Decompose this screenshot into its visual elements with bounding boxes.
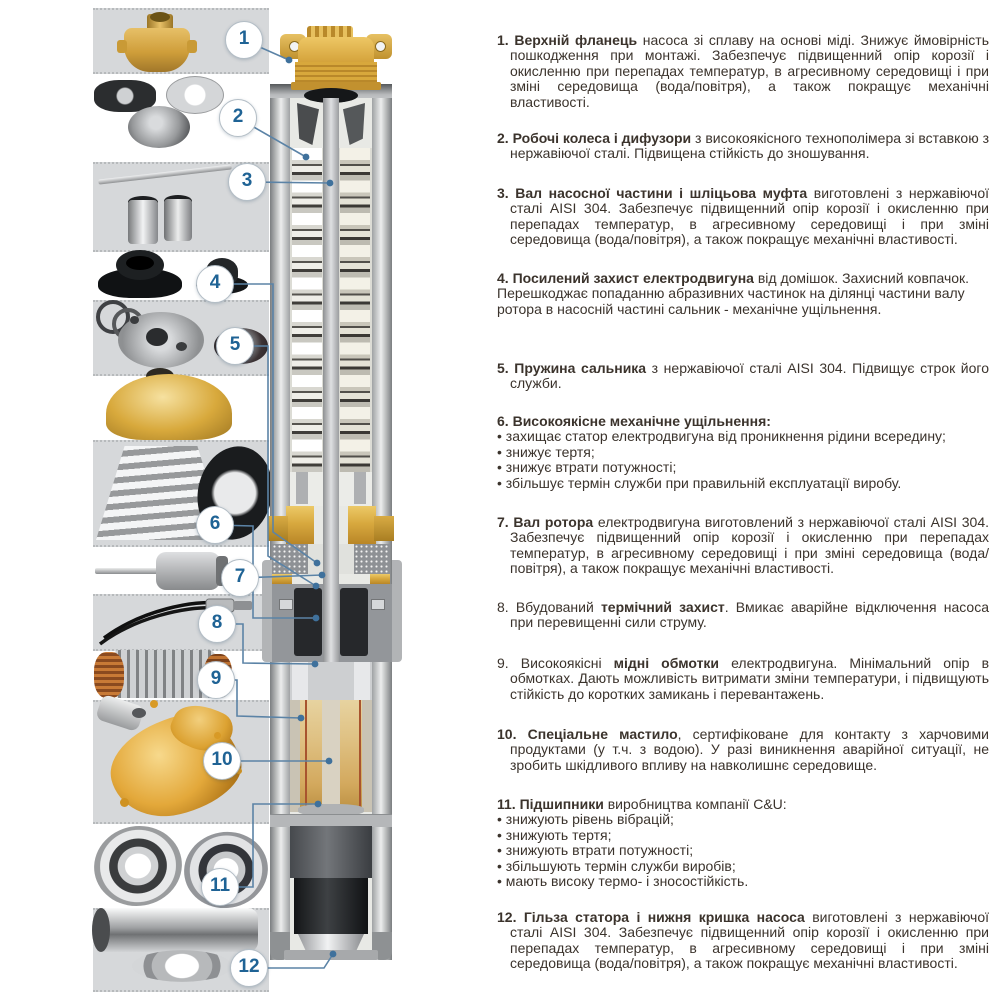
housing-bulge-left	[262, 560, 272, 662]
oil-wall-right	[362, 700, 372, 812]
item-body: насоса зі сплаву на основі міді. Знижує ймовірність пошкодження при монтажі. Забезпечує підвищенний опір корозії і окисленню при перепадах температур, в агресивному середовищі і при зміні середовища (вода/повітря), а також покращує механічні властивості.	[510, 32, 990, 110]
bullet-item: • мають високу термо- і зносостійкість.	[497, 874, 989, 889]
item-number: 1.	[497, 32, 509, 48]
bullet-item: • знижують тертя;	[497, 828, 989, 843]
bullet-item: • захищає статор електродвигуна від проникнення рідини всередину;	[497, 429, 989, 444]
item-lead: Посилений захист електродвигуна	[512, 270, 754, 286]
callout-7: 7	[221, 559, 259, 597]
callout-10: 10	[203, 742, 241, 780]
callout-5: 5	[216, 327, 254, 365]
item-number: 6.	[497, 413, 509, 429]
item-lead: термічний захист	[600, 599, 725, 615]
item-number: 3.	[497, 185, 509, 201]
item-lead: Підшипники	[519, 796, 604, 812]
housing-bulge-right	[392, 560, 402, 662]
oil-wall-left	[290, 700, 300, 812]
bullet-item: • знижує втрати потужності;	[497, 460, 989, 475]
callout-11: 11	[201, 868, 239, 906]
cap-ear-hole-right	[375, 41, 386, 52]
bullet-item: • знижують рівень вібрацій;	[497, 812, 989, 827]
item-number: 4.	[497, 270, 509, 286]
item-lead: мідні обмотки	[613, 655, 720, 671]
item-body: електродвигуна. Мінімальний опір в обмотках. Дають можливість витримати зміни температури, і підвищують стійкість до коротких замикань і перевантажень.	[510, 655, 990, 702]
item-lead: Робочі колеса і дифузори	[512, 130, 692, 146]
item-lead: Вал ротора	[513, 514, 594, 530]
callout-12: 12	[230, 949, 268, 987]
callout-9: 9	[197, 661, 235, 699]
item-body: виготовлені з нержавіючої сталі AISI 304. Забезпечує підвищенний опір корозії і окисленню при перепадах температур, в агресивному середовищі і при зміні середовища (вода/повітря), а також покращує механічні властивості.	[510, 909, 990, 972]
item-lead: Вал насосної частини і шліцьова муфта	[515, 185, 808, 201]
item-number: 9.	[497, 655, 509, 671]
item-body: виготовлені з нержавіючої сталі AISI 304. Забезпечує підвищенний опір корозії і окисленню при перепадах температур, в агресивному середовищі і при зміні середовища (вода/повітря), а також покращує механічні властивості.	[510, 185, 990, 248]
gold-tab-right	[374, 516, 394, 541]
callout-2: 2	[219, 99, 257, 137]
item-body: з високоякісного технополімера зі вставкою з нержавіючої сталі. Підвищена стійкість до зношування.	[510, 130, 990, 162]
upper-leg-left	[296, 472, 308, 504]
mesh-right	[354, 544, 390, 574]
bullet-item: • знижують втрати потужності;	[497, 843, 989, 858]
callout-4: 4	[196, 265, 234, 303]
item-lead: Гільза статора і нижня кришка насоса	[523, 909, 805, 925]
motor-upper-dark	[290, 826, 372, 878]
callout-3: 3	[228, 163, 266, 201]
item-body: електродвигуна виготовлений з нержавіючої сталі AISI 304. Забезпечує підвищенний опір корозії і окисленню при перепадах температур, в агресивному середовищі і при зміні середовища (вода/повітря), а також покращує механічні властивості.	[510, 514, 990, 577]
mesh-left	[272, 544, 308, 574]
item-number: 2.	[497, 130, 509, 146]
housing-bolt-right	[371, 599, 385, 610]
item-number: 11.	[497, 796, 516, 812]
item-body: від домішок. Захисний ковпачок. Перешкоджає попаданню абразивних частинок на ділянці частини валу ротора в насосній частині сальник - механічне ущільнення.	[497, 270, 970, 317]
upper-leg-right	[354, 472, 366, 504]
item-body: . Вмикає аварійне відключення насоса при перевищенні сили струму.	[510, 599, 989, 631]
rotor-shaft-column	[323, 98, 339, 706]
oil-red-line-right	[359, 700, 361, 808]
oil-shaft	[322, 700, 340, 804]
oil-red-line-left	[305, 700, 307, 808]
bottom-base-plate	[284, 950, 378, 960]
bullet-item: • збільшують термін служби виробів;	[497, 859, 989, 874]
stage-column-right	[340, 148, 370, 472]
item-lead: Високоякісне механічне ущільнення:	[512, 413, 771, 429]
callout-1: 1	[225, 21, 263, 59]
gold-tab-left	[268, 516, 288, 541]
item-number: 8.	[497, 599, 509, 615]
item-number: 12.	[497, 909, 517, 925]
item-number: 5.	[497, 360, 509, 376]
gold-ring-left	[272, 574, 292, 584]
gold-band-left	[286, 506, 314, 544]
item-body: , сертифіковане для контакту з харчовими продуктами (у т.ч. з водою). У разі виникнення аварійної ситуації, не зробить шкідливого впливу на навколишнє середовище.	[510, 726, 989, 773]
seal-black-left	[294, 588, 322, 656]
item-lead: Пружина сальника	[514, 360, 647, 376]
item-number: 7.	[497, 514, 509, 530]
stage-column-left	[292, 148, 322, 472]
item-body: виробництва компанії C&U:	[603, 796, 787, 812]
item-body: з нержавіючої сталі AISI 304. Підвищує строк його служби.	[510, 360, 990, 392]
item-pre: Високоякісні	[520, 655, 614, 671]
callout-8: 8	[198, 605, 236, 643]
bullet-item: • збільшує термін служби при правильній експлуатації виробу.	[497, 476, 989, 491]
housing-bolt-left	[279, 599, 293, 610]
callout-6: 6	[196, 506, 234, 544]
bullet-item: • знижує тертя;	[497, 445, 989, 460]
item-lead: Спеціальне мастило	[527, 726, 678, 742]
gold-band-right	[348, 506, 376, 544]
gold-ring-right	[370, 574, 390, 584]
item-number: 10.	[497, 726, 517, 742]
item-pre: Вбудований	[515, 599, 601, 615]
seal-black-right	[340, 588, 368, 656]
item-lead: Верхній фланець	[514, 32, 638, 48]
motor-black-body	[294, 878, 368, 934]
